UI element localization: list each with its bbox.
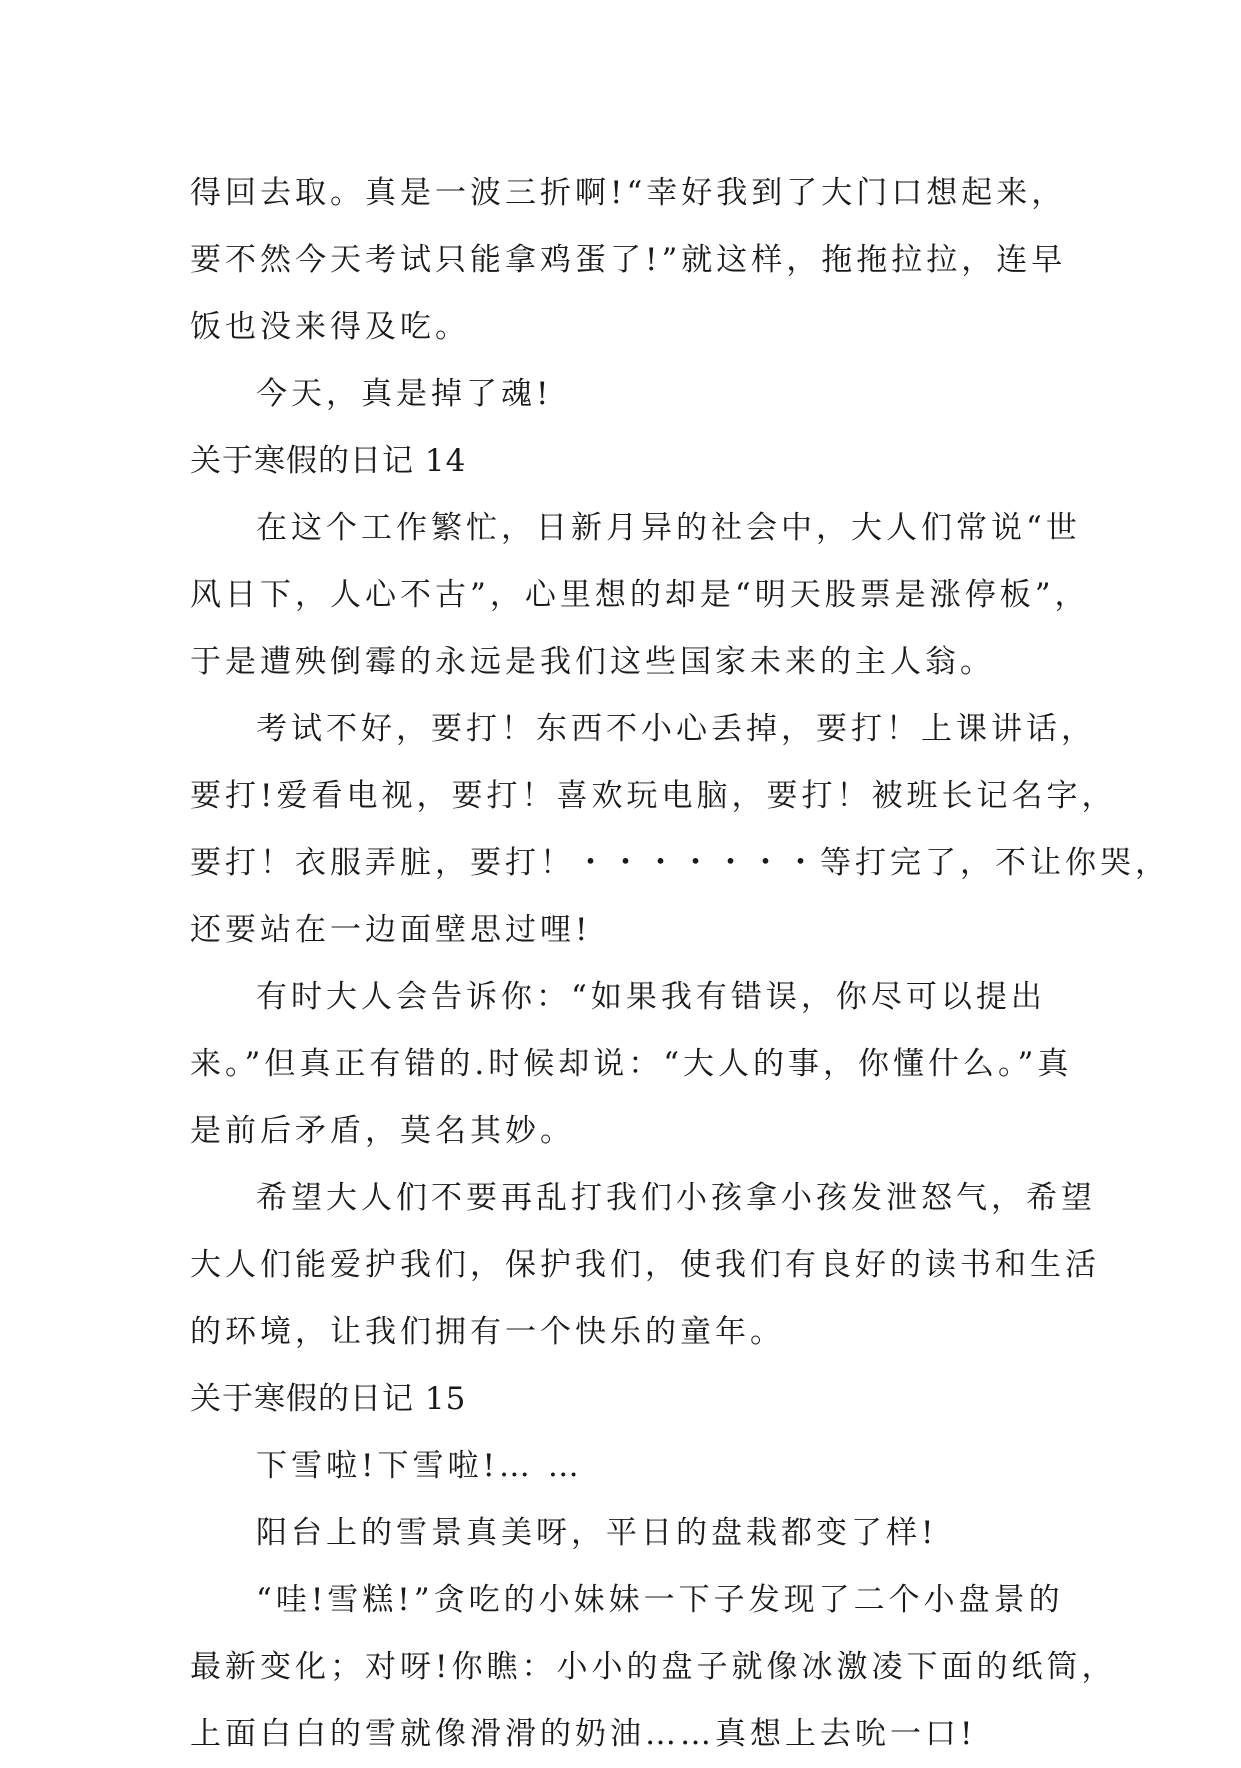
paragraph (190, 1567, 1117, 1768)
text-line: 今天，真是掉了魂! (256, 376, 553, 412)
paragraph (190, 160, 1065, 361)
paragraph (190, 1500, 1065, 1567)
text-line: 阳台上的雪景真美呀，平日的盘栽都变了样! (256, 1515, 938, 1551)
text-line: 上面白白的雪就像滑滑的奶油……真想上去吮一口! (190, 1716, 977, 1752)
text-line: 大人们能爱护我们，保护我们，使我们有良好的读书和生活 (190, 1247, 1100, 1283)
text-line: 要打!爱看电视，要打！喜欢玩电脑，要打！被班长记名字， (190, 778, 1117, 814)
text-line: 得回去取。真是一波三折啊!“幸好我到了大门口想起来， (190, 175, 1067, 211)
paragraph (190, 1165, 1100, 1366)
text-line: 有时大人会告诉你：“如果我有错误，你尽可以提出 (256, 979, 1046, 1015)
text-line: 考试不好，要打！东西不小心丢掉，要打！上课讲话， (256, 711, 1096, 747)
text-line: 于是遭殃倒霉的永远是我们这些国家未来的主人翁。 (190, 644, 995, 680)
text-line: 是前后矛盾，莫名其妙。 (190, 1113, 575, 1149)
text-line: 还要站在一边面壁思过哩! (190, 912, 592, 948)
text-line: 要打！衣服弄脏，要打！・・・・・・・等打完了，不让你哭， (190, 845, 1170, 881)
paragraph (190, 1433, 1065, 1500)
text-line: 最新变化；对呀!你瞧：小小的盘子就像冰激凌下面的纸筒， (190, 1649, 1117, 1685)
document-page (190, 160, 1170, 1768)
text-line: 风日下，人心不古”，心里想的却是“明天股票是涨停板”， (190, 577, 1090, 613)
text-line: 在这个工作繁忙，日新月异的社会中，大人们常说“世 (256, 510, 1081, 546)
text-line: 要不然今天考试只能拿鸡蛋了!”就这样，拖拖拉拉，连早 (190, 242, 1067, 278)
paragraph (190, 964, 1073, 1165)
text-line: “哇!雪糕!”贪吃的小妹妹一下子发现了二个小盘景的 (256, 1582, 1064, 1618)
text-line: 下雪啦!下雪啦!… … (256, 1448, 583, 1484)
section-heading: 关于寒假的日记 15 (190, 1381, 467, 1417)
text-line: 希望大人们不要再乱打我们小孩拿小孩发泄怒气，希望 (256, 1180, 1096, 1216)
text-line: 的环境，让我们拥有一个快乐的童年。 (190, 1314, 785, 1350)
text-line: 饭也没来得及吃。 (190, 309, 470, 345)
paragraph (190, 495, 1090, 696)
section-heading: 关于寒假的日记 14 (190, 443, 467, 479)
paragraph (190, 361, 1065, 428)
text-line: 来。”但真正有错的.时候却说：“大人的事，你懂什么。”真 (190, 1046, 1073, 1082)
paragraph (190, 696, 1170, 964)
